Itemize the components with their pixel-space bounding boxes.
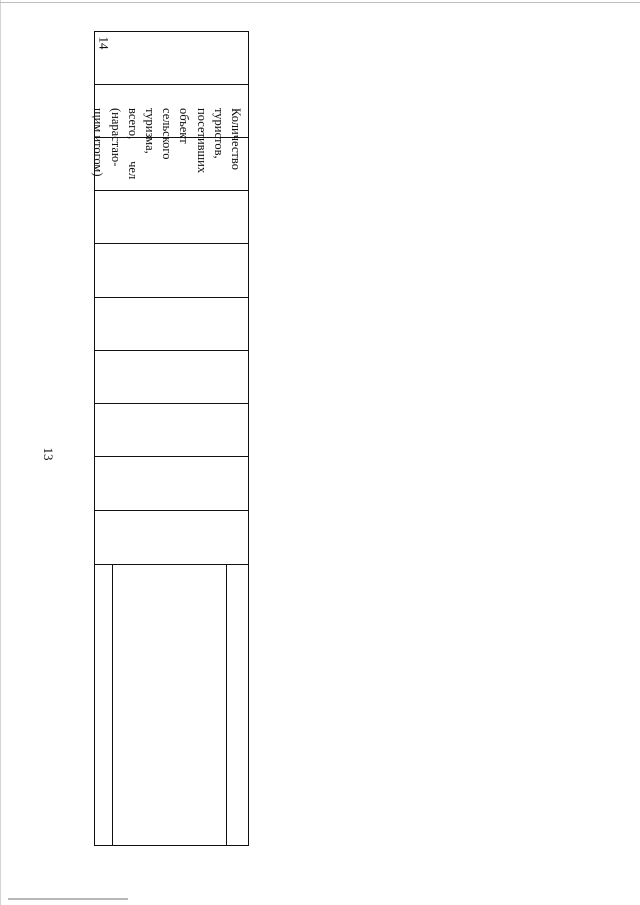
- table-row-number: 14: [96, 36, 112, 50]
- scan-left-edge: [0, 0, 1, 905]
- indicator-line: туристов,: [211, 108, 226, 159]
- indicator-line: сельского: [160, 108, 175, 160]
- table-row-divider: [94, 403, 249, 404]
- indicator-line: туризма,: [142, 108, 157, 154]
- indicator-line: щим итогом): [91, 108, 106, 177]
- scan-top-edge: [0, 2, 640, 3]
- table-row-divider: [94, 84, 249, 85]
- indicator-line: Количество: [229, 108, 243, 170]
- indicator-line: (нарастаю-: [108, 108, 123, 167]
- table-column-divider: [226, 565, 227, 846]
- scan-bottom-mark: [8, 898, 128, 900]
- table-row-divider: [94, 510, 249, 511]
- data-table: [91, 31, 249, 846]
- page-number: 13: [41, 447, 56, 461]
- indicator-line: посетивших: [194, 108, 209, 174]
- indicator-description: [91, 108, 244, 364]
- table-column-divider: [112, 565, 113, 846]
- table-row-divider: [94, 456, 249, 457]
- indicator-line: всего, чел: [125, 108, 140, 180]
- indicator-line: объект: [177, 108, 192, 144]
